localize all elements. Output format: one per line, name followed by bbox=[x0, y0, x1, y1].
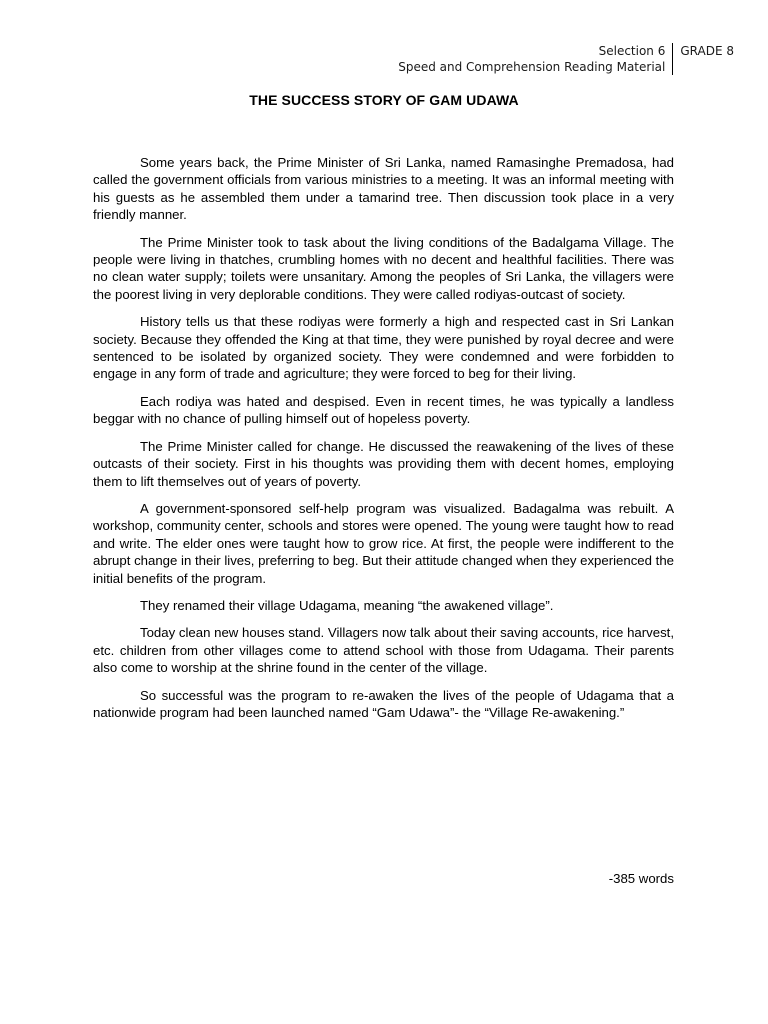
paragraph-7: They renamed their village Udagama, meaning “the awakened village”. bbox=[140, 597, 554, 613]
paragraph-3: History tells us that these rodiyas were formerly a high and respected cast in Sri Lankan society. Because they offended the King at that time, they were punished by royal decree and were sentenced to be isolated by organized society. They were condemned and were forbidden to engage in any form of trade and agriculture; they were forced to beg for their living. bbox=[93, 314, 674, 382]
word-count: -385 words bbox=[608, 871, 674, 886]
paragraph-6: A government-sponsored self-help program was visualized. Badagalma was rebuilt. A workshop, community center, schools and stores were opened. The young were taught how to read and write. The elder ones were taught how to grow rice. At first, the people were indifferent to the abrupt change in their lives, preferring to beg. But their attitude changed when they experienced the initial benefits of the program. bbox=[93, 500, 674, 586]
material-subtitle: Speed and Comprehension Reading Material bbox=[398, 60, 666, 74]
grade-label: GRADE 8 bbox=[680, 44, 734, 58]
paragraph-2: The Prime Minister took to task about the living conditions of the Badalgama Village. The people were living in thatches, crumbling homes with no decent and healthful facilities. There was no clean water supply; toilets were unsanitary. Among the peoples of Sri Lanka, the villagers were the poorest living in very deplorable conditions. They were called rodiyas-outcast of society. bbox=[93, 234, 674, 302]
story-title: THE SUCCESS STORY OF GAM UDAWA bbox=[249, 92, 519, 108]
paragraph-8: Today clean new houses stand. Villagers now talk about their saving accounts, rice harvest, etc. children from other villages come to attend school with those from Udagama. Their parents also come to worship at the shrine found in the center of the village. bbox=[93, 625, 674, 676]
header-left-block bbox=[398, 43, 673, 75]
paragraph-4: Each rodiya was hated and despised. Even in recent times, he was typically a landless beggar with no chance of pulling himself out of hopeless poverty. bbox=[93, 393, 674, 427]
paragraph-5: The Prime Minister called for change. He discussed the reawakening of the lives of these outcasts of their society. First in his thoughts was providing them with decent homes, employing them to lift themselves out of years of poverty. bbox=[93, 438, 674, 489]
paragraph-1: Some years back, the Prime Minister of Sri Lanka, named Ramasinghe Premadosa, had called the government officials from various ministries to a meeting. It was an informal meeting with his guests as he assembled them under a tamarind tree. Then discussion took place in a very friendly manner. bbox=[93, 155, 674, 223]
selection-label: Selection 6 bbox=[598, 44, 666, 58]
paragraph-9: So successful was the program to re-awaken the lives of the people of Udagama that a nationwide program had been launched named “Gam Udawa”- the “Village Re-awakening.” bbox=[93, 687, 674, 720]
story-body bbox=[93, 154, 674, 731]
page-header bbox=[398, 43, 734, 75]
